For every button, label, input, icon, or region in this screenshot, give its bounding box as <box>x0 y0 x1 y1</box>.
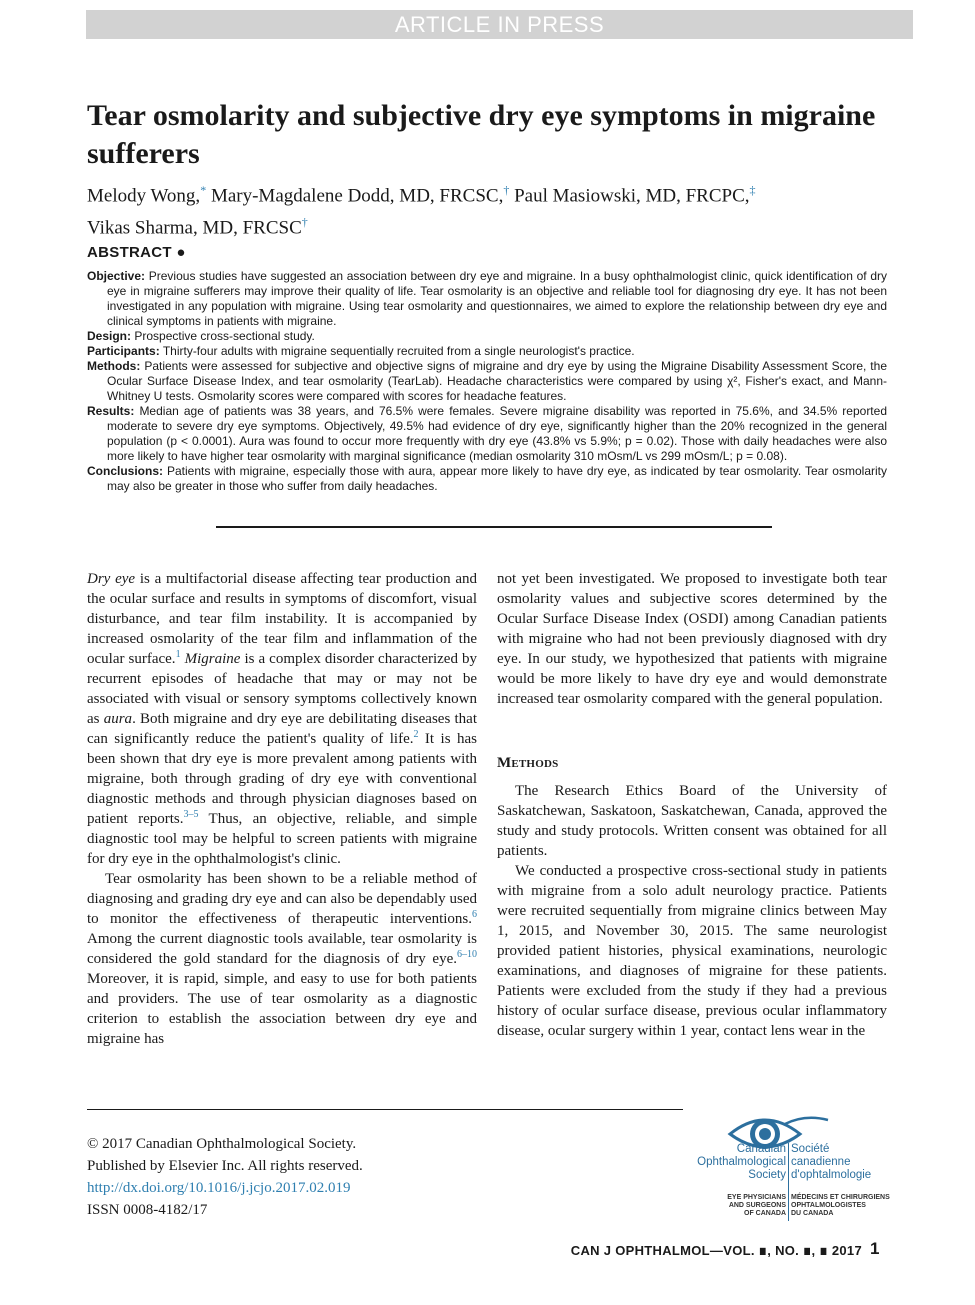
author-name: Melody Wong, <box>87 185 201 207</box>
issn-line: ISSN 0008-4182/17 <box>87 1202 208 1218</box>
abstract-label: Design: <box>87 329 132 343</box>
affiliation-mark[interactable]: * <box>200 183 207 197</box>
logo-text: OF CANADA <box>744 1210 786 1217</box>
affiliation-mark[interactable]: † <box>503 183 510 197</box>
body-paragraph <box>87 869 477 1049</box>
citation-link[interactable]: 1 <box>175 649 181 660</box>
logo-text: canadienne <box>791 1156 851 1168</box>
term-italic: aura <box>103 711 133 727</box>
body-text: Tear osmolarity has been shown to be a reliable method of diagnosing and grading dry eye and can also be dependably used to monitor the effectiveness of therapeutic interventions. <box>87 871 477 927</box>
body-text: Among the current diagnostic tools available, tear osmolarity is considered the gold standard for the diagnosis of dry eye. <box>87 931 477 967</box>
logo-text: MÉDECINS ET CHIRURGIENS <box>791 1194 890 1201</box>
author-name: Mary-Magdalene Dodd, MD, FRCSC, <box>210 185 504 207</box>
body-column-right <box>497 569 887 1041</box>
logo-text: Canadian <box>736 1143 786 1155</box>
term-italic: Dry eye <box>87 571 136 587</box>
logo-name-french <box>791 1143 911 1182</box>
body-column-left <box>87 569 477 1049</box>
abstract-label: Participants: <box>87 344 160 358</box>
abstract-objective <box>87 269 887 329</box>
citation-link[interactable]: 3–5 <box>183 809 199 820</box>
author-name: Paul Masiowski, MD, FRCPC, <box>514 185 750 207</box>
citation-link[interactable]: 6 <box>472 909 477 920</box>
publisher-line: Published by Elsevier Inc. All rights reserved. <box>87 1158 363 1174</box>
article-title: Tear osmolarity and subjective dry eye symptoms in migraine sufferers <box>87 99 876 170</box>
logo-text: AND SURGEONS <box>728 1202 786 1209</box>
affiliation-mark[interactable]: † <box>301 215 308 230</box>
section-heading-methods: Methods <box>497 755 559 771</box>
logo-subtitle-english <box>692 1194 786 1218</box>
abstract-text: Median age of patients was 38 years, and 76.5% were females. Severe migraine disability was reported in 75.6%, and 34.5% reported moderate to severe dry eye symptoms. Objectively, 49.5% had evidence of dry eye, significantly higher than the 20% recognized in the general population (p < 0.0001). Aura was found to occur more frequently with dry eye (43.8% vs 5.9%; p = 0.02). Those with daily headaches were also more likely to have higher tear osmolarity with marginal significance (median osmolarity 310 mOsm/L vs 299 mOsm/L; p = 0.08). <box>107 404 887 463</box>
publication-info <box>87 1133 363 1221</box>
abstract-label: Methods: <box>87 359 141 373</box>
logo-name-english <box>692 1143 786 1182</box>
abstract-text: Prospective cross-sectional study. <box>134 329 315 343</box>
abstract-label: Results: <box>87 404 135 418</box>
abstract-heading: ABSTRACT ● <box>87 244 186 261</box>
abstract-divider <box>216 526 772 528</box>
doi-link[interactable]: http://dx.doi.org/10.1016/j.jcjo.2017.02.019 <box>87 1180 351 1196</box>
affiliation-mark[interactable]: ‡ <box>749 183 756 197</box>
abstract-conclusions <box>87 464 887 494</box>
citation-link[interactable]: 6–10 <box>457 949 477 960</box>
logo-subtitle-french <box>791 1194 911 1218</box>
article-in-press-banner: ARTICLE IN PRESS <box>86 10 913 39</box>
logo-text: DU CANADA <box>791 1210 834 1217</box>
citation-link[interactable]: 2 <box>413 729 419 740</box>
abstract-results <box>87 404 887 464</box>
abstract-design <box>87 329 887 344</box>
logo-text: d'ophtalmologie <box>791 1169 872 1181</box>
copyright-line: © 2017 Canadian Ophthalmological Society. <box>87 1136 357 1152</box>
abstract-label: Objective: <box>87 269 146 283</box>
abstract-text: Previous studies have suggested an association between dry eye and migraine. In a busy ophthalmologist clinic, quick identification of dry eye in migraine sufferers may improve their quality of life. Tear osmolarity is an objective and reliable tool for diagnosing dry eye. It has not been investigated in any population with migraine. Using tear osmolarity and questionnaires, we aimed to explore the relationship between dry eye and clinical symptoms in patients with migraine. <box>107 269 887 328</box>
abstract-text: Thirty-four adults with migraine sequentially recruited from a single neurologist's practice. <box>162 344 635 358</box>
logo-text: Society <box>748 1169 786 1181</box>
body-paragraph: The Research Ethics Board of the University of Saskatchewan, Saskatoon, Saskatchewan, Canada, approved the study and study protocols. Written consent was obtained for all patients. <box>497 783 887 859</box>
logo-divider <box>788 1143 789 1221</box>
body-text: It is has been shown that dry eye is more prevalent among patients with migraine, both through grading of dry eye with conventional diagnostic methods and through physician diagnoses based on patient reports. <box>87 731 477 827</box>
abstract-text: Patients with migraine, especially those with aura, appear more likely to have dry eye, as indicated by tear osmolarity. Tear osmolarity may also be greater in those who suffer from daily headaches. <box>107 464 887 493</box>
logo-text: Société <box>791 1143 830 1155</box>
author-name: Vikas Sharma, MD, FRCSC <box>87 217 302 239</box>
body-text: is a complex disorder characterized by recurrent episodes of headache that may or may not be associated with visual or sensory symptoms collectively known as <box>87 651 477 727</box>
term-italic: Migraine <box>184 651 241 667</box>
body-text: is a multifactorial disease affecting tear production and the ocular surface and results in symptoms of discomfort, visual disturbance, and tear film instability. It is accompanied by increased osmolarity of the tear film and inflammation of the ocular surface. <box>87 571 477 667</box>
author-list <box>87 177 907 242</box>
body-text: Moreover, it is rapid, simple, and easy to use for both patients and providers. The use of tear osmolarity as a diagnostic criterion to establish the association between dry eye and migraine has <box>87 971 477 1047</box>
abstract-body <box>87 269 887 494</box>
body-paragraph: We conducted a prospective cross-sectional study in patients with migraine from a solo adult neurology practice. Patients were recruited sequentially from migraine clinics between May 1, 2015, and November 30, 2015. The same neurologist provided patient histories, physical examinations, neurologic examinations, and diagnoses of migraine for these patients. Patients were excluded from the study if they had a previous history of ocular surface disease, previous ocular inflammatory disease, ocular surgery within 1 year, contact lens wear in the <box>497 863 887 1039</box>
logo-text: EYE PHYSICIANS <box>727 1194 786 1201</box>
body-text: Thus, an objective, reliable, and simple diagnostic tool may be helpful to screen patients with migraine for dry eye in the ophthalmologist's clinic. <box>87 811 477 867</box>
logo-text: OPHTALMOLOGISTES <box>791 1202 866 1209</box>
logo-text: Ophthalmological <box>697 1156 786 1168</box>
body-paragraph <box>87 569 477 869</box>
journal-citation: CAN J OPHTHALMOL—VOL. ∎, NO. ∎, ∎ 2017 <box>570 1243 862 1258</box>
body-text: . Both migraine and dry eye are debilitating diseases that can significantly reduce the patient's quality of life. <box>87 711 477 747</box>
abstract-participants <box>87 344 887 359</box>
abstract-text: Patients were assessed for subjective and objective signs of migraine and dry eye by using the Migraine Disability Assessment Score, the Ocular Surface Disease Index, and tear osmolarity (TearLab). Headache characteristics were compared by using χ², Fisher's exact, and Mann-Whitney U tests. Osmolarity scores were compared with scores for headache features. <box>107 359 887 403</box>
abstract-methods <box>87 359 887 404</box>
footer-divider <box>87 1109 683 1110</box>
body-paragraph: not yet been investigated. We proposed to investigate both tear osmolarity values and subjective scores determined by the Ocular Surface Disease Index (OSDI) among Canadian patients with migraine who had not been previously diagnosed with dry eye. In our study, we hypothesized that patients with migraine would be more likely to have dry eye and would demonstrate increased tear osmolarity compared with the general population. <box>497 571 887 707</box>
page-number: 1 <box>870 1239 880 1258</box>
abstract-label: Conclusions: <box>87 464 164 478</box>
